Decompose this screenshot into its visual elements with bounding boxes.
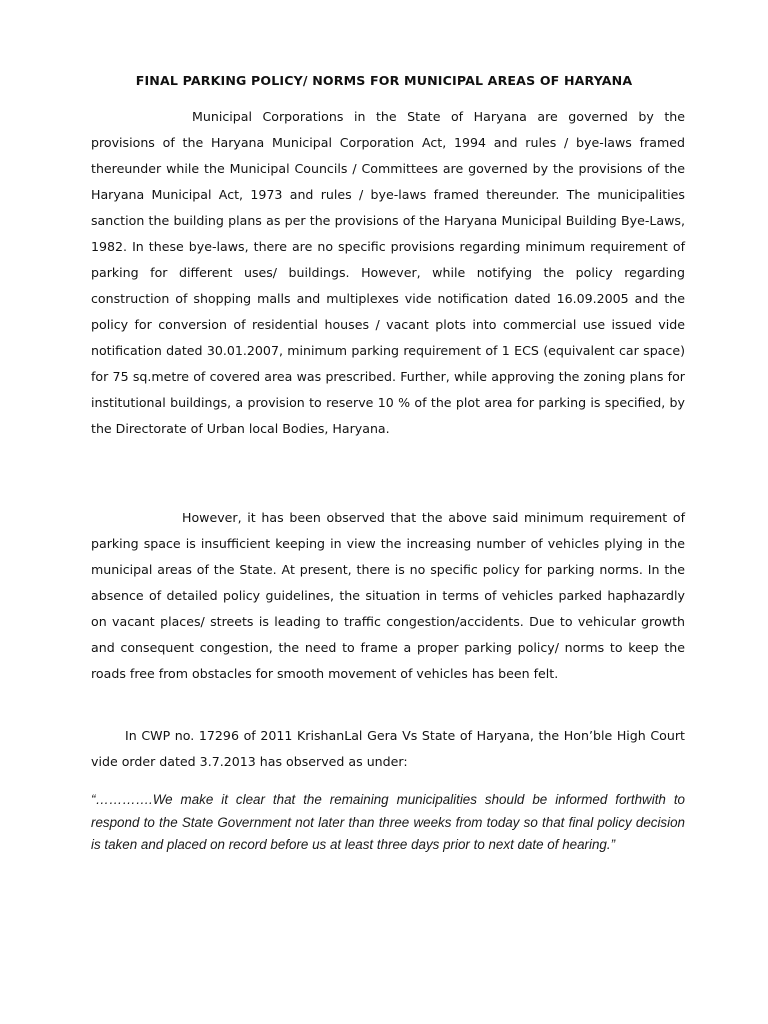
paragraph-observation: However, it has been observed that the above said minimum requirement of parking space is insufficient keeping in view the increasing number of vehicles plying in the municipal areas of the State. At present, there is no specific policy for parking norms. In the absence of detailed policy guidelines, the situation in terms of vehicles parked haphazardly on vacant places/ streets is leading to traffic congestion/accidents. Due to vehicular growth and consequent congestion, the need to frame a proper parking policy/ norms to keep the roads free from obstacles for smooth movement of vehicles has been felt. (91, 510, 685, 681)
paragraph-court-case: In CWP no. 17296 of 2011 KrishanLal Gera Vs State of Haryana, the Hon’ble High Court vide order dated 3.7.2013 has observed as under: (91, 728, 685, 769)
paragraph-intro: Municipal Corporations in the State of Haryana are governed by the provisions of the Haryana Municipal Corporation Act, 1994 and rules / bye-laws framed thereunder while the Municipal Councils / Committees are governed by the provisions of the Haryana Municipal Act, 1973 and rules / bye-laws framed thereunder. The municipalities sanction the building plans as per the provisions of the Haryana Municipal Building Bye-Laws, 1982. In these bye-laws, there are no specific provisions regarding minimum requirement of parking for different uses/ buildings. However, while notifying the policy regarding construction of shopping malls and multiplexes vide notification dated 16.09.2005 and the policy for conversion of residential houses / vacant plots into commercial use issued vide notification dated 30.01.2007, minimum parking requirement of 1 ECS (equivalent car space) for 75 sq.metre of covered area was prescribed. Further, while approving the zoning plans for institutional buildings, a provision to reserve 10 % of the plot area for parking is specified, by the Directorate of Urban local Bodies, Haryana. (91, 109, 685, 436)
court-order-quote: “………….We make it clear that the remaining municipalities should be informed forthwith to respond to the State Government not later than three weeks from today so that final policy decision is taken and placed on record before us at least three days prior to next date of hearing.” (91, 792, 685, 852)
page-title: FINAL PARKING POLICY/ NORMS FOR MUNICIPAL AREAS OF HARYANA (135, 73, 633, 88)
